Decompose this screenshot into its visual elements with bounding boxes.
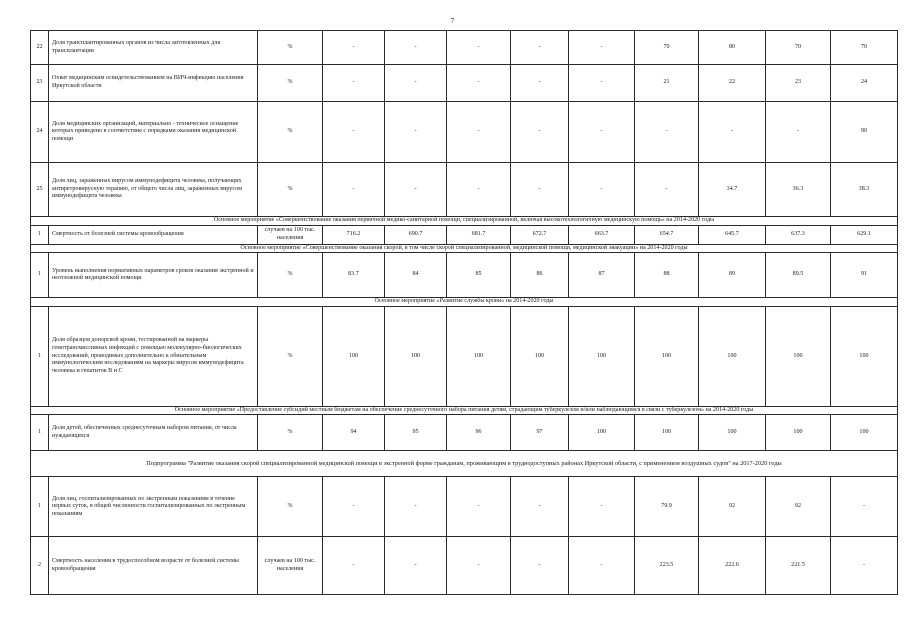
- page-number: 7: [450, 17, 455, 25]
- value-cell: -: [635, 163, 699, 217]
- value-cell: 85: [447, 253, 511, 298]
- value-cell: 97: [511, 415, 569, 451]
- value-cell: 96: [447, 415, 511, 451]
- value-cell: 83.7: [323, 253, 385, 298]
- value-cell: -: [511, 477, 569, 537]
- row-number: 2: [31, 537, 49, 595]
- value-cell: 654.7: [635, 225, 699, 244]
- indicator-name: Смертность населения в трудоспособном возрасте от болезней системы кровообращения: [49, 537, 258, 595]
- value-cell: 645.7: [699, 225, 766, 244]
- value-cell: 92: [766, 477, 831, 537]
- table-row: [31, 537, 898, 595]
- row-number: 1: [31, 415, 49, 451]
- value-cell: 100: [766, 415, 831, 451]
- value-cell: 79.9: [635, 477, 699, 537]
- value-cell: -: [323, 477, 385, 537]
- value-cell: 100: [635, 306, 699, 406]
- value-cell: 100: [569, 415, 635, 451]
- section-header: Основное мероприятие «Совершенствование оказания первичной медико-санитарной помощи, специализированной, включая высокотехнологичную медицинскую помощь» на 2014-2020 годы: [31, 217, 898, 226]
- table-row: [31, 163, 898, 217]
- value-cell: 100: [323, 306, 385, 406]
- value-cell: -: [447, 65, 511, 102]
- section-header-row: [31, 217, 898, 226]
- value-cell: 70: [635, 31, 699, 65]
- table-row: [31, 477, 898, 537]
- value-cell: 23: [766, 65, 831, 102]
- value-cell: -: [385, 163, 447, 217]
- value-cell: 91: [831, 253, 898, 298]
- row-number: 25: [31, 163, 49, 217]
- value-cell: 94: [323, 415, 385, 451]
- table-row: [31, 102, 898, 163]
- unit-of-measure: %: [258, 415, 323, 451]
- value-cell: 663.7: [569, 225, 635, 244]
- value-cell: 24: [831, 65, 898, 102]
- row-number: 1: [31, 477, 49, 537]
- value-cell: -: [569, 163, 635, 217]
- value-cell: -: [511, 163, 569, 217]
- value-cell: -: [385, 31, 447, 65]
- value-cell: -: [447, 31, 511, 65]
- value-cell: -: [831, 477, 898, 537]
- indicator-name: Доля медицинских организаций, материально - техническое оснащение которых приведено в соответствие с порядками оказания медицинской помощи: [49, 102, 258, 163]
- indicator-name: Охват медицинским освидетельствованием на ВИЧ-инфекцию населения Иркутской области: [49, 65, 258, 102]
- table-row: [31, 31, 898, 65]
- value-cell: 38.3: [831, 163, 898, 217]
- value-cell: -: [511, 31, 569, 65]
- value-cell: -: [447, 477, 511, 537]
- value-cell: 629.1: [831, 225, 898, 244]
- value-cell: 95: [385, 415, 447, 451]
- value-cell: 100: [766, 306, 831, 406]
- value-cell: 84: [385, 253, 447, 298]
- table-row: [31, 415, 898, 451]
- value-cell: 92: [699, 477, 766, 537]
- value-cell: 223.5: [635, 537, 699, 595]
- value-cell: -: [511, 537, 569, 595]
- value-cell: -: [323, 537, 385, 595]
- value-cell: 90: [831, 102, 898, 163]
- value-cell: 22: [699, 65, 766, 102]
- value-cell: 89.5: [766, 253, 831, 298]
- value-cell: 637.3: [766, 225, 831, 244]
- table-row: [31, 306, 898, 406]
- indicator-name: Доля лиц, госпитализированных по экстренным показаниям в течение первых суток, в общей численности госпитализированных по экстренным показаниям: [49, 477, 258, 537]
- indicator-name: Доля образцов донорской крови, тестированной на маркеры гемотрансмиссивных инфекций с помощью молекулярно-биологических исследований, проводимых дополнительно к обязательным иммунологическим исследованиям на маркеры вирусов иммунодефицита человека и гепатитов В и С: [49, 306, 258, 406]
- value-cell: 87: [569, 253, 635, 298]
- unit-of-measure: %: [258, 163, 323, 217]
- row-number: 1: [31, 225, 49, 244]
- value-cell: 100: [699, 306, 766, 406]
- unit-of-measure: %: [258, 477, 323, 537]
- value-cell: 34.7: [699, 163, 766, 217]
- value-cell: -: [511, 65, 569, 102]
- value-cell: -: [766, 102, 831, 163]
- table-row: [31, 253, 898, 298]
- unit-of-measure: случаев на 100 тыс. населения: [258, 225, 323, 244]
- unit-of-measure: %: [258, 253, 323, 298]
- value-cell: 100: [569, 306, 635, 406]
- value-cell: -: [323, 163, 385, 217]
- row-number: 1: [31, 306, 49, 406]
- value-cell: -: [323, 102, 385, 163]
- value-cell: 221.5: [766, 537, 831, 595]
- unit-of-measure: %: [258, 102, 323, 163]
- section-header-row: [31, 406, 898, 415]
- value-cell: 222.6: [699, 537, 766, 595]
- unit-of-measure: %: [258, 65, 323, 102]
- row-number: 23: [31, 65, 49, 102]
- section-header: Основное мероприятие «Развитие службы крови» на 2014-2020 годы: [31, 298, 898, 307]
- value-cell: -: [569, 31, 635, 65]
- value-cell: 100: [385, 306, 447, 406]
- unit-of-measure: %: [258, 31, 323, 65]
- value-cell: 21: [635, 65, 699, 102]
- indicator-name: Доля детей, обеспеченных среднесуточным набором питания, от числа нуждающихся: [49, 415, 258, 451]
- value-cell: -: [699, 102, 766, 163]
- value-cell: 100: [831, 306, 898, 406]
- table-row: [31, 225, 898, 244]
- section-header-row: [31, 451, 898, 477]
- value-cell: 100: [699, 415, 766, 451]
- value-cell: -: [447, 163, 511, 217]
- value-cell: 100: [447, 306, 511, 406]
- value-cell: -: [385, 102, 447, 163]
- value-cell: 89: [699, 253, 766, 298]
- subprogram-header: Подпрограмма "Развитие оказания скорой специализированной медицинской помощи в экстренной форме гражданам, проживающим в труднодоступных районах Иркутской области, с применением воздушных судов" на 2017-2020 годы: [31, 451, 898, 477]
- value-cell: -: [831, 537, 898, 595]
- value-cell: -: [385, 537, 447, 595]
- value-cell: 80: [699, 31, 766, 65]
- unit-of-measure: %: [258, 306, 323, 406]
- value-cell: -: [511, 102, 569, 163]
- value-cell: -: [569, 477, 635, 537]
- value-cell: 672.7: [511, 225, 569, 244]
- value-cell: -: [569, 65, 635, 102]
- indicator-name: Доля лиц, зараженных вирусом иммунодефицита человека, получающих антиретровирусную терапию, от общего числа лиц, зараженных вирусом иммунодефицита человека: [49, 163, 258, 217]
- value-cell: 88: [635, 253, 699, 298]
- value-cell: -: [569, 102, 635, 163]
- value-cell: -: [385, 477, 447, 537]
- row-number: 1: [31, 253, 49, 298]
- indicator-name: Доля трансплантированных органов из числа заготовленных для трансплантации: [49, 31, 258, 65]
- value-cell: 100: [511, 306, 569, 406]
- value-cell: -: [385, 65, 447, 102]
- value-cell: -: [323, 65, 385, 102]
- row-number: 22: [31, 31, 49, 65]
- section-header-row: [31, 298, 898, 307]
- section-header: Основное мероприятие «Совершенствование оказания скорой, в том числе скорой специализированной, медицинской помощи, медицинской эвакуации» на 2014-2020 годы: [31, 244, 898, 253]
- value-cell: -: [323, 31, 385, 65]
- indicator-name: Уровень выполнения нормативных параметров сроков оказания экстренной и неотложной медицинской помощи: [49, 253, 258, 298]
- section-header: Основное мероприятие «Предоставление субсидий местным бюджетам на обеспечение среднесуточного набора питания детям, страдающим туберкулезом и/или наблюдающимся в связи с туберкулезом» на 2014-2020 годы: [31, 406, 898, 415]
- table-row: [31, 65, 898, 102]
- section-header-row: [31, 244, 898, 253]
- value-cell: -: [635, 102, 699, 163]
- value-cell: 681.7: [447, 225, 511, 244]
- value-cell: 70: [831, 31, 898, 65]
- row-number: 24: [31, 102, 49, 163]
- value-cell: -: [447, 102, 511, 163]
- value-cell: 36.3: [766, 163, 831, 217]
- indicators-table: [30, 30, 898, 595]
- value-cell: 690.7: [385, 225, 447, 244]
- unit-of-measure: случаев на 100 тыс. населения: [258, 537, 323, 595]
- value-cell: -: [569, 537, 635, 595]
- indicator-name: Смертность от болезней системы кровообращения: [49, 225, 258, 244]
- value-cell: 716.2: [323, 225, 385, 244]
- value-cell: -: [447, 537, 511, 595]
- value-cell: 86: [511, 253, 569, 298]
- value-cell: 100: [635, 415, 699, 451]
- value-cell: 70: [766, 31, 831, 65]
- value-cell: 100: [831, 415, 898, 451]
